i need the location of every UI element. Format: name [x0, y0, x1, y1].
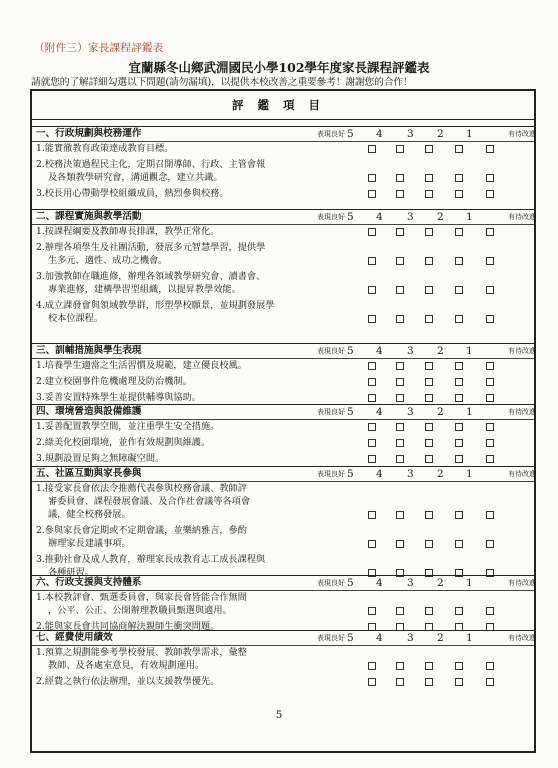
rating-checkbox-1[interactable]	[486, 174, 494, 182]
rating-checkbox-3[interactable]	[425, 362, 433, 370]
rating-checkbox-3[interactable]	[425, 423, 433, 431]
item-text-line: 校本位課程。	[48, 313, 104, 324]
rating-checkbox-4[interactable]	[396, 362, 404, 370]
scale-level-3: 3	[407, 468, 414, 480]
scale-level-5: 5	[347, 632, 354, 644]
item-text-line: 1.按課程綱要及教師專長排課，教學正常化。	[36, 226, 220, 237]
rating-checkbox-3[interactable]	[425, 455, 433, 463]
evaluation-item	[36, 158, 356, 184]
rating-checkbox-4[interactable]	[396, 662, 404, 670]
scale-level-5: 5	[347, 211, 354, 223]
rating-checkbox-1[interactable]	[486, 362, 494, 370]
item-text-line: 3.加強教師在職進修，辦理各領域教學研究會、讀書會、	[36, 271, 266, 282]
rating-checkbox-4[interactable]	[396, 286, 404, 294]
rating-checkbox-3[interactable]	[425, 678, 433, 686]
scale-level-3: 3	[407, 632, 414, 644]
rating-checkbox-2[interactable]	[455, 540, 463, 548]
intro-text: 請就您的了解詳細勾選以下問題(請勿漏填)，以提供本校改善之重要參考！謝謝您的合作！	[31, 77, 413, 88]
item-text-line: 1.預算之規劃能參考學校發展、教師教學需求，彙整	[36, 647, 247, 658]
rating-checkbox-2[interactable]	[455, 257, 463, 265]
evaluation-item	[36, 420, 356, 433]
category-header	[32, 209, 534, 225]
scale-level-4: 4	[376, 211, 383, 223]
rating-checkbox-2[interactable]	[455, 394, 463, 402]
rating-checkbox-5[interactable]	[368, 678, 376, 686]
scale-level-2: 2	[437, 128, 444, 140]
scale-level-3: 3	[407, 128, 414, 140]
rating-checkbox-1[interactable]	[486, 511, 494, 519]
scale-level-2: 2	[437, 632, 444, 644]
rating-checkbox-1[interactable]	[486, 190, 494, 198]
item-text-line: 3.推動社會及成人教育，辦理家長成教育志工成長課程與	[36, 554, 266, 565]
evaluation-item	[36, 452, 356, 465]
scale-level-4: 4	[376, 632, 383, 644]
rating-checkbox-3[interactable]	[425, 257, 433, 265]
rating-checkbox-5[interactable]	[368, 378, 376, 386]
scale-level-4: 4	[376, 577, 383, 589]
rating-checkbox-5[interactable]	[368, 439, 376, 447]
rating-checkbox-5[interactable]	[368, 511, 376, 519]
scale-level-1: 1	[466, 128, 473, 140]
rating-checkbox-4[interactable]	[396, 607, 404, 615]
rating-checkbox-3[interactable]	[425, 145, 433, 153]
evaluation-item	[36, 142, 356, 155]
evaluation-item	[36, 524, 356, 550]
scale-level-2: 2	[437, 577, 444, 589]
rating-checkbox-2[interactable]	[455, 662, 463, 670]
item-text-line: 各種研習。	[48, 567, 94, 578]
item-text-line: 3.校長用心帶動學校組織成員，熱烈參與校務。	[36, 188, 229, 199]
scale-level-3: 3	[407, 345, 414, 357]
rating-checkbox-1[interactable]	[486, 315, 494, 323]
item-text-line: ，公平、公正、公開辦理教職員甄選與適用。	[48, 605, 232, 616]
evaluation-item	[36, 241, 356, 267]
item-text-line: 2.建立校園事件危機處理及防治機制。	[36, 376, 192, 387]
rating-checkbox-1[interactable]	[486, 455, 494, 463]
scale-worst-label: 有待改進	[508, 579, 536, 587]
rating-checkbox-4[interactable]	[396, 378, 404, 386]
rating-checkbox-5[interactable]	[368, 662, 376, 670]
category-title: 四、環境營造與設備維護	[36, 406, 142, 417]
rating-checkbox-5[interactable]	[368, 174, 376, 182]
scale-level-4: 4	[376, 468, 383, 480]
scale-level-5: 5	[347, 128, 354, 140]
scale-best-label: 表現良好	[317, 213, 345, 221]
rating-checkbox-4[interactable]	[396, 174, 404, 182]
scale-best-label: 表現良好	[317, 470, 345, 478]
rating-checkbox-3[interactable]	[425, 439, 433, 447]
category-header	[32, 343, 534, 359]
rating-checkbox-2[interactable]	[455, 286, 463, 294]
rating-checkbox-2[interactable]	[455, 607, 463, 615]
rating-checkbox-2[interactable]	[455, 439, 463, 447]
scale-level-4: 4	[376, 128, 383, 140]
rating-checkbox-5[interactable]	[368, 423, 376, 431]
item-text-line: 2.辦理各項學生及社團活動，發展多元智慧學習，提供學	[36, 242, 266, 253]
scale-level-1: 1	[466, 345, 473, 357]
scale-level-1: 1	[466, 632, 473, 644]
scale-level-4: 4	[376, 345, 383, 357]
scale-level-1: 1	[466, 468, 473, 480]
scale-best-label: 表現良好	[317, 408, 345, 416]
rating-checkbox-5[interactable]	[368, 257, 376, 265]
evaluation-item	[36, 646, 356, 672]
rating-checkbox-3[interactable]	[425, 286, 433, 294]
scale-level-1: 1	[466, 406, 473, 418]
rating-checkbox-3[interactable]	[425, 190, 433, 198]
rating-checkbox-2[interactable]	[455, 174, 463, 182]
rating-checkbox-2[interactable]	[455, 228, 463, 236]
rating-checkbox-4[interactable]	[396, 540, 404, 548]
scale-worst-label: 有待改進	[508, 408, 536, 416]
rating-checkbox-4[interactable]	[396, 511, 404, 519]
rating-checkbox-5[interactable]	[368, 190, 376, 198]
page-number: 5	[275, 710, 283, 721]
rating-checkbox-1[interactable]	[486, 662, 494, 670]
item-text-line: 2.能與家長會共同協商解決親師生衝突問題。	[36, 621, 220, 632]
rating-checkbox-2[interactable]	[455, 455, 463, 463]
rating-checkbox-5[interactable]	[368, 145, 376, 153]
rating-checkbox-5[interactable]	[368, 362, 376, 370]
item-text-line: 1.接受家長會依法令推薦代表參與校務會議、教師評	[36, 483, 247, 494]
evaluation-item	[36, 270, 356, 296]
rating-checkbox-3[interactable]	[425, 662, 433, 670]
scale-level-4: 4	[376, 406, 383, 418]
rating-checkbox-2[interactable]	[455, 190, 463, 198]
rating-checkbox-3[interactable]	[425, 378, 433, 386]
evaluation-item	[36, 187, 356, 200]
rating-checkbox-4[interactable]	[396, 455, 404, 463]
evaluation-item	[36, 359, 356, 372]
category-header	[32, 630, 534, 646]
rating-checkbox-2[interactable]	[455, 378, 463, 386]
rating-checkbox-2[interactable]	[455, 423, 463, 431]
rating-checkbox-4[interactable]	[396, 145, 404, 153]
rating-checkbox-4[interactable]	[396, 439, 404, 447]
category-header	[32, 575, 534, 591]
rating-checkbox-3[interactable]	[425, 511, 433, 519]
rating-checkbox-3[interactable]	[425, 607, 433, 615]
item-text-line: 1.能實徹教育政策達成教育目標。	[36, 143, 174, 154]
category-header	[32, 126, 534, 142]
scale-worst-label: 有待改進	[508, 213, 536, 221]
rating-checkbox-2[interactable]	[455, 145, 463, 153]
page-title: 宜蘭縣冬山鄉武淵國民小學102學年度家長課程評鑑表	[128, 60, 430, 75]
scale-level-3: 3	[407, 577, 414, 589]
item-text-line: 教師、及各處室意見，有效規劃運用。	[48, 660, 205, 671]
scale-level-5: 5	[347, 468, 354, 480]
item-text-line: 2.經費之執行依法辦理，並以支援教學優先。	[36, 676, 220, 687]
evaluation-item	[36, 675, 356, 688]
rating-checkbox-5[interactable]	[368, 315, 376, 323]
rating-checkbox-1[interactable]	[486, 378, 494, 386]
item-text-line: 生多元、適性、成功之機會。	[48, 255, 168, 266]
evaluation-item	[36, 391, 356, 404]
rating-checkbox-2[interactable]	[455, 315, 463, 323]
evaluation-item	[36, 225, 356, 238]
evaluation-form	[30, 89, 536, 753]
item-text-line: 及各類教學研究會，溝通觀念，建立共識。	[48, 172, 223, 183]
rating-checkbox-3[interactable]	[425, 174, 433, 182]
rating-checkbox-5[interactable]	[368, 540, 376, 548]
rating-checkbox-1[interactable]	[486, 257, 494, 265]
rating-checkbox-1[interactable]	[486, 228, 494, 236]
rating-checkbox-3[interactable]	[425, 540, 433, 548]
rating-checkbox-3[interactable]	[425, 394, 433, 402]
category-title: 五、社區互動與家長參與	[36, 468, 142, 479]
scale-level-1: 1	[466, 211, 473, 223]
rating-checkbox-4[interactable]	[396, 423, 404, 431]
scale-level-2: 2	[437, 406, 444, 418]
item-text-line: 議，健全校務發展。	[48, 509, 131, 520]
rating-checkbox-5[interactable]	[368, 228, 376, 236]
item-text-line: 審委員會、課程發展會議、及合作社會議等各項會	[48, 496, 251, 507]
scale-best-label: 表現良好	[317, 347, 345, 355]
scale-best-label: 表現良好	[317, 634, 345, 642]
scale-worst-label: 有待改進	[508, 347, 536, 355]
rating-checkbox-3[interactable]	[425, 315, 433, 323]
rating-checkbox-4[interactable]	[396, 190, 404, 198]
rating-checkbox-2[interactable]	[455, 511, 463, 519]
item-text-line: 3.妥善安置特殊學生並提供輔導與協助。	[36, 392, 201, 403]
category-header	[32, 466, 534, 482]
rating-checkbox-1[interactable]	[486, 145, 494, 153]
scale-level-1: 1	[466, 577, 473, 589]
item-text-line: 1.培養學生適當之生活習慣及規範，建立優良校風。	[36, 360, 247, 371]
item-text-line: 專業進修，建構學習型組織，以提昇教學效能。	[48, 284, 241, 295]
rating-checkbox-4[interactable]	[396, 678, 404, 686]
scale-level-5: 5	[347, 345, 354, 357]
item-text-line: 2.綠美化校園環境，並作有效規劃與維護。	[36, 437, 211, 448]
evaluation-header: 評鑑項目	[32, 91, 534, 120]
rating-checkbox-5[interactable]	[368, 607, 376, 615]
evaluation-item	[36, 436, 356, 449]
scale-level-2: 2	[437, 211, 444, 223]
rating-checkbox-4[interactable]	[396, 228, 404, 236]
rating-checkbox-5[interactable]	[368, 394, 376, 402]
category-title: 三、訓輔措施與學生表現	[36, 345, 142, 356]
item-text-line: 4.成立課發會與領域教學群，形塑學校願景，並規劃發展學	[36, 300, 275, 311]
scale-best-label: 表現良好	[317, 579, 345, 587]
scale-worst-label: 有待改進	[508, 470, 536, 478]
rating-checkbox-1[interactable]	[486, 286, 494, 294]
annex-label: （附件三）家長課程評鑑表	[34, 42, 164, 54]
scale-level-2: 2	[437, 345, 444, 357]
rating-checkbox-1[interactable]	[486, 423, 494, 431]
rating-checkbox-1[interactable]	[486, 439, 494, 447]
scale-level-2: 2	[437, 468, 444, 480]
evaluation-item	[36, 299, 356, 325]
category-header	[32, 404, 534, 420]
item-text-line: 1.妥善配置教學空間，並注重學生安全措施。	[36, 421, 220, 432]
scale-worst-label: 有待改進	[508, 634, 536, 642]
rating-checkbox-4[interactable]	[396, 257, 404, 265]
rating-checkbox-5[interactable]	[368, 286, 376, 294]
scale-level-3: 3	[407, 211, 414, 223]
evaluation-item	[36, 375, 356, 388]
rating-checkbox-5[interactable]	[368, 455, 376, 463]
item-text-line: 2.參與家長會定期或不定期會議，並樂納雅言，參酌	[36, 525, 247, 536]
scale-worst-label: 有待改進	[508, 130, 536, 138]
rating-checkbox-1[interactable]	[486, 678, 494, 686]
item-text-line: 3.規劃設置足夠之無障礙空間。	[36, 453, 165, 464]
category-title: 一、行政規劃與校務運作	[36, 128, 142, 139]
rating-checkbox-4[interactable]	[396, 315, 404, 323]
rating-checkbox-2[interactable]	[455, 362, 463, 370]
item-text-line: 2.校務決策過程民主化，定期召開導師、行政、主管會報	[36, 159, 266, 170]
scale-best-label: 表現良好	[317, 130, 345, 138]
scale-level-5: 5	[347, 406, 354, 418]
rating-checkbox-1[interactable]	[486, 540, 494, 548]
rating-checkbox-4[interactable]	[396, 394, 404, 402]
category-title: 二、課程實施與教學活動	[36, 211, 142, 222]
rating-checkbox-1[interactable]	[486, 607, 494, 615]
item-text-line: 辦理家長建議事項。	[48, 538, 131, 549]
rating-checkbox-1[interactable]	[486, 394, 494, 402]
rating-checkbox-3[interactable]	[425, 228, 433, 236]
scale-level-3: 3	[407, 406, 414, 418]
evaluation-item	[36, 591, 356, 617]
evaluation-item	[36, 482, 356, 521]
category-title: 七、經費使用績效	[36, 632, 113, 643]
category-title: 六、行政支援與支持體系	[36, 577, 142, 588]
item-text-line: 1.本校教評會、甄選委員會，與家長會皆能合作無間	[36, 592, 247, 603]
rating-checkbox-2[interactable]	[455, 678, 463, 686]
scale-level-5: 5	[347, 577, 354, 589]
